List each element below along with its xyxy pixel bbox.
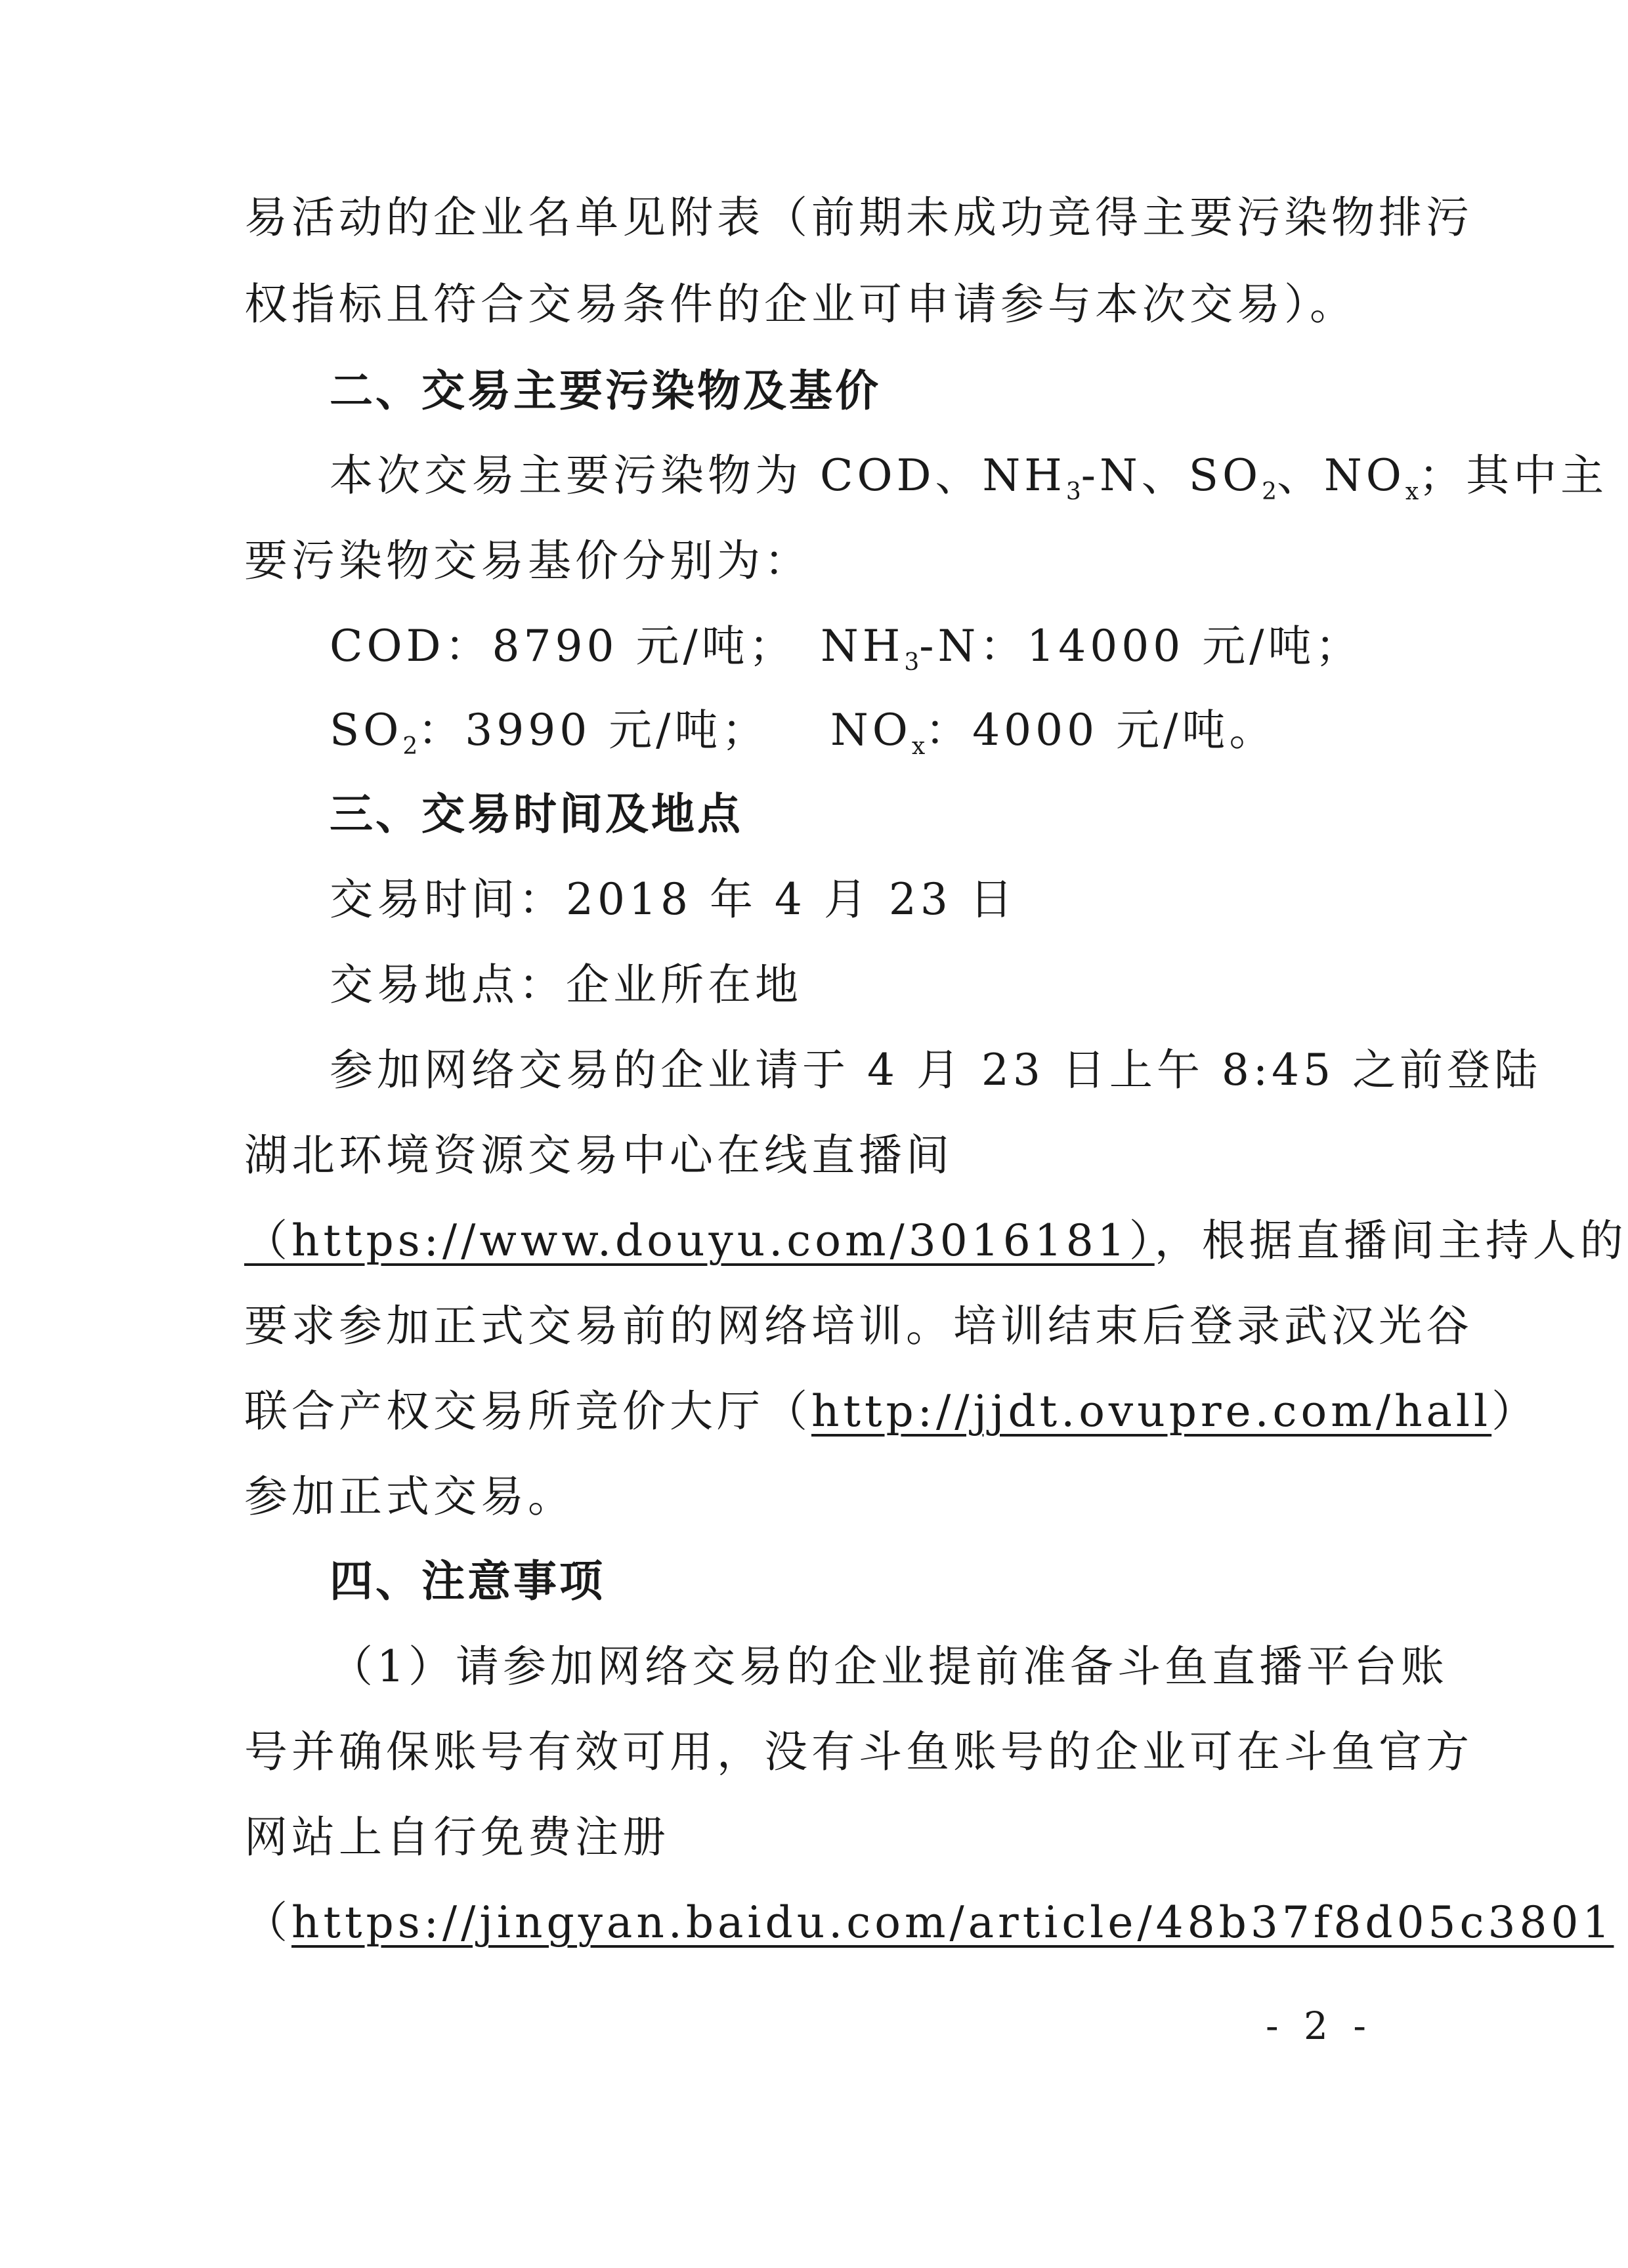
text-span: -N、SO	[1081, 450, 1262, 501]
text-span: NH	[821, 621, 905, 671]
price-so2	[330, 704, 769, 773]
text-span: （1）请参加网络交易的企业提前准备斗鱼直播平台账	[330, 1641, 1448, 1692]
paragraph-2-line-1	[330, 450, 1608, 518]
hall-link[interactable]: http://jjdt.ovupre.com/hall	[811, 1386, 1492, 1437]
section-heading-3	[330, 788, 743, 841]
text-span: 联合产权交易所竞价大厅（	[244, 1386, 811, 1437]
page-number	[1266, 2003, 1373, 2049]
price-cod	[330, 620, 796, 673]
paragraph-3-line-5	[244, 1385, 1539, 1438]
subscript: 3	[1065, 478, 1081, 505]
paragraph-2-line-2	[244, 535, 811, 587]
paragraph-4-line-2	[244, 1726, 1473, 1778]
baidu-link[interactable]: https://jingyan.baidu.com/article/48b37f8d05c3801	[291, 1897, 1614, 1948]
text-span: NO	[830, 705, 912, 755]
text-span: 交易地点：企业所在地	[330, 959, 802, 1010]
heading-text: 三、交易时间及地点	[330, 789, 743, 839]
paragraph-1-line-1	[244, 192, 1473, 244]
text-span: ，根据直播间主持人的	[1154, 1215, 1627, 1266]
heading-text: 四、注意事项	[330, 1556, 605, 1606]
douyu-link[interactable]: （https://www.douyu.com/3016181）	[244, 1215, 1155, 1266]
section-heading-2	[330, 365, 881, 417]
text-span: 要污染物交易基价分别为：	[244, 536, 811, 586]
text-span: 本次交易主要污染物为 COD、NH	[330, 450, 1066, 501]
text-span: ）	[1491, 1386, 1539, 1437]
text-span: 参加正式交易。	[244, 1471, 575, 1522]
text-span: -N：14000 元/吨；	[919, 621, 1363, 671]
price-nh3n	[821, 620, 1362, 689]
text-span: （	[244, 1897, 291, 1948]
section-heading-4	[330, 1555, 605, 1608]
page-number-text: - 2 -	[1266, 2004, 1373, 2048]
paragraph-3-line-6	[244, 1471, 575, 1523]
heading-text: 二、交易主要污染物及基价	[330, 366, 881, 416]
paragraph-4-line-3	[244, 1811, 670, 1864]
paragraph-1-line-2	[244, 278, 1357, 331]
price-nox	[830, 704, 1276, 773]
subscript: 2	[402, 733, 418, 760]
text-span: 、NO	[1277, 450, 1405, 501]
text-span: 要求参加正式交易前的网络培训。培训结束后登录武汉光谷	[244, 1301, 1473, 1351]
text-span: SO	[330, 705, 403, 755]
text-span: ：3990 元/吨；	[418, 705, 769, 755]
paragraph-3-line-3	[244, 1215, 1627, 1267]
text-span: 权指标且符合交易条件的企业可申请参与本次交易）。	[244, 279, 1357, 329]
subscript: x	[1405, 478, 1419, 505]
paragraph-3-line-1	[330, 1044, 1541, 1097]
paragraph-3-line-4	[244, 1300, 1473, 1353]
subscript: 3	[904, 649, 920, 676]
trade-place	[330, 959, 802, 1011]
paragraph-3-line-2	[244, 1129, 953, 1182]
paragraph-4-line-4	[244, 1897, 1614, 1949]
text-span: ：4000 元/吨。	[925, 705, 1277, 755]
trade-time	[330, 873, 1017, 926]
text-span: ；其中主	[1419, 450, 1608, 501]
text-span: 湖北环境资源交易中心在线直播间	[244, 1130, 953, 1181]
subscript: 2	[1262, 478, 1277, 505]
text-span: 号并确保账号有效可用，没有斗鱼账号的企业可在斗鱼官方	[244, 1727, 1473, 1777]
paragraph-4-line-1	[330, 1641, 1448, 1693]
text-span: 交易时间：2018 年 4 月 23 日	[330, 874, 1017, 925]
subscript: x	[911, 733, 926, 760]
text-span: 网站上自行免费注册	[244, 1812, 670, 1862]
text-span: 参加网络交易的企业请于 4 月 23 日上午 8:45 之前登陆	[330, 1045, 1542, 1095]
text-span: 易活动的企业名单见附表（前期未成功竞得主要污染物排污	[244, 192, 1473, 243]
text-span: COD：8790 元/吨；	[330, 621, 796, 671]
